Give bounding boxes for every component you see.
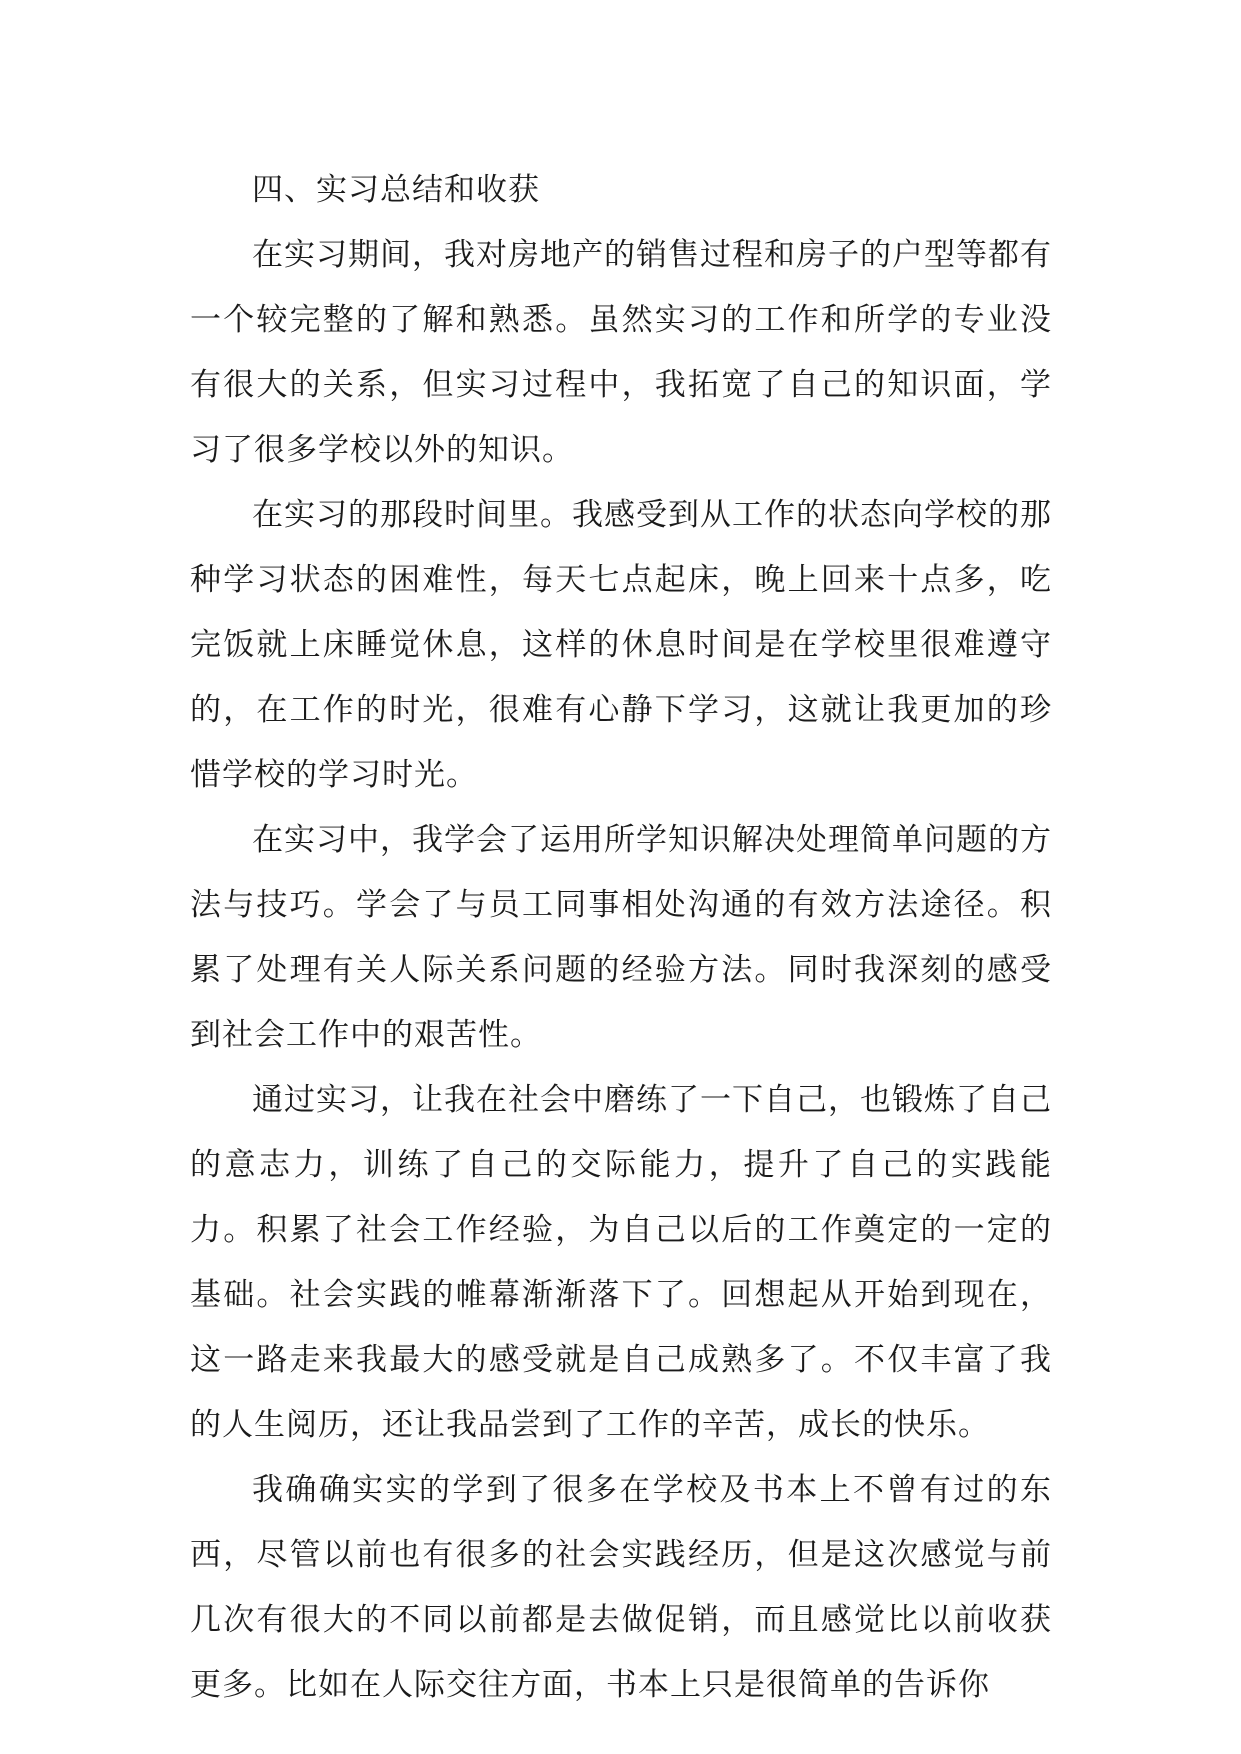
paragraph-3: 在实习中，我学会了运用所学知识解决处理简单问题的方法与技巧。学会了与员工同事相处沟通的有效方法途径。积累了处理有关人际关系问题的经验方法。同时我深刻的感受到社会工作中的艰苦性。	[190, 822, 1052, 1053]
paragraph-2: 在实习的那段时间里。我感受到从工作的状态向学校的那种学习状态的困难性，每天七点起床，晚上回来十点多，吃完饭就上床睡觉休息，这样的休息时间是在学校里很难遵守的，在工作的时光，很难有心静下学习，这就让我更加的珍惜学校的学习时光。	[190, 497, 1052, 793]
document-body	[190, 158, 1052, 1718]
section-heading: 四、实习总结和收获	[252, 172, 540, 208]
paragraph-1: 在实习期间，我对房地产的销售过程和房子的户型等都有一个较完整的了解和熟悉。虽然实习的工作和所学的专业没有很大的关系，但实习过程中，我拓宽了自己的知识面，学习了很多学校以外的知识。	[190, 237, 1052, 468]
paragraph-5: 我确确实实的学到了很多在学校及书本上不曾有过的东西，尽管以前也有很多的社会实践经历，但是这次感觉与前几次有很大的不同以前都是去做促销，而且感觉比以前收获更多。比如在人际交往方面，书本上只是很简单的告诉你	[190, 1472, 1052, 1703]
paragraph-4: 通过实习，让我在社会中磨练了一下自己，也锻炼了自己的意志力，训练了自己的交际能力，提升了自己的实践能力。积累了社会工作经验，为自己以后的工作奠定的一定的基础。社会实践的帷幕渐渐落下了。回想起从开始到现在，这一路走来我最大的感受就是自己成熟多了。不仅丰富了我的人生阅历，还让我品尝到了工作的辛苦，成长的快乐。	[190, 1082, 1052, 1443]
